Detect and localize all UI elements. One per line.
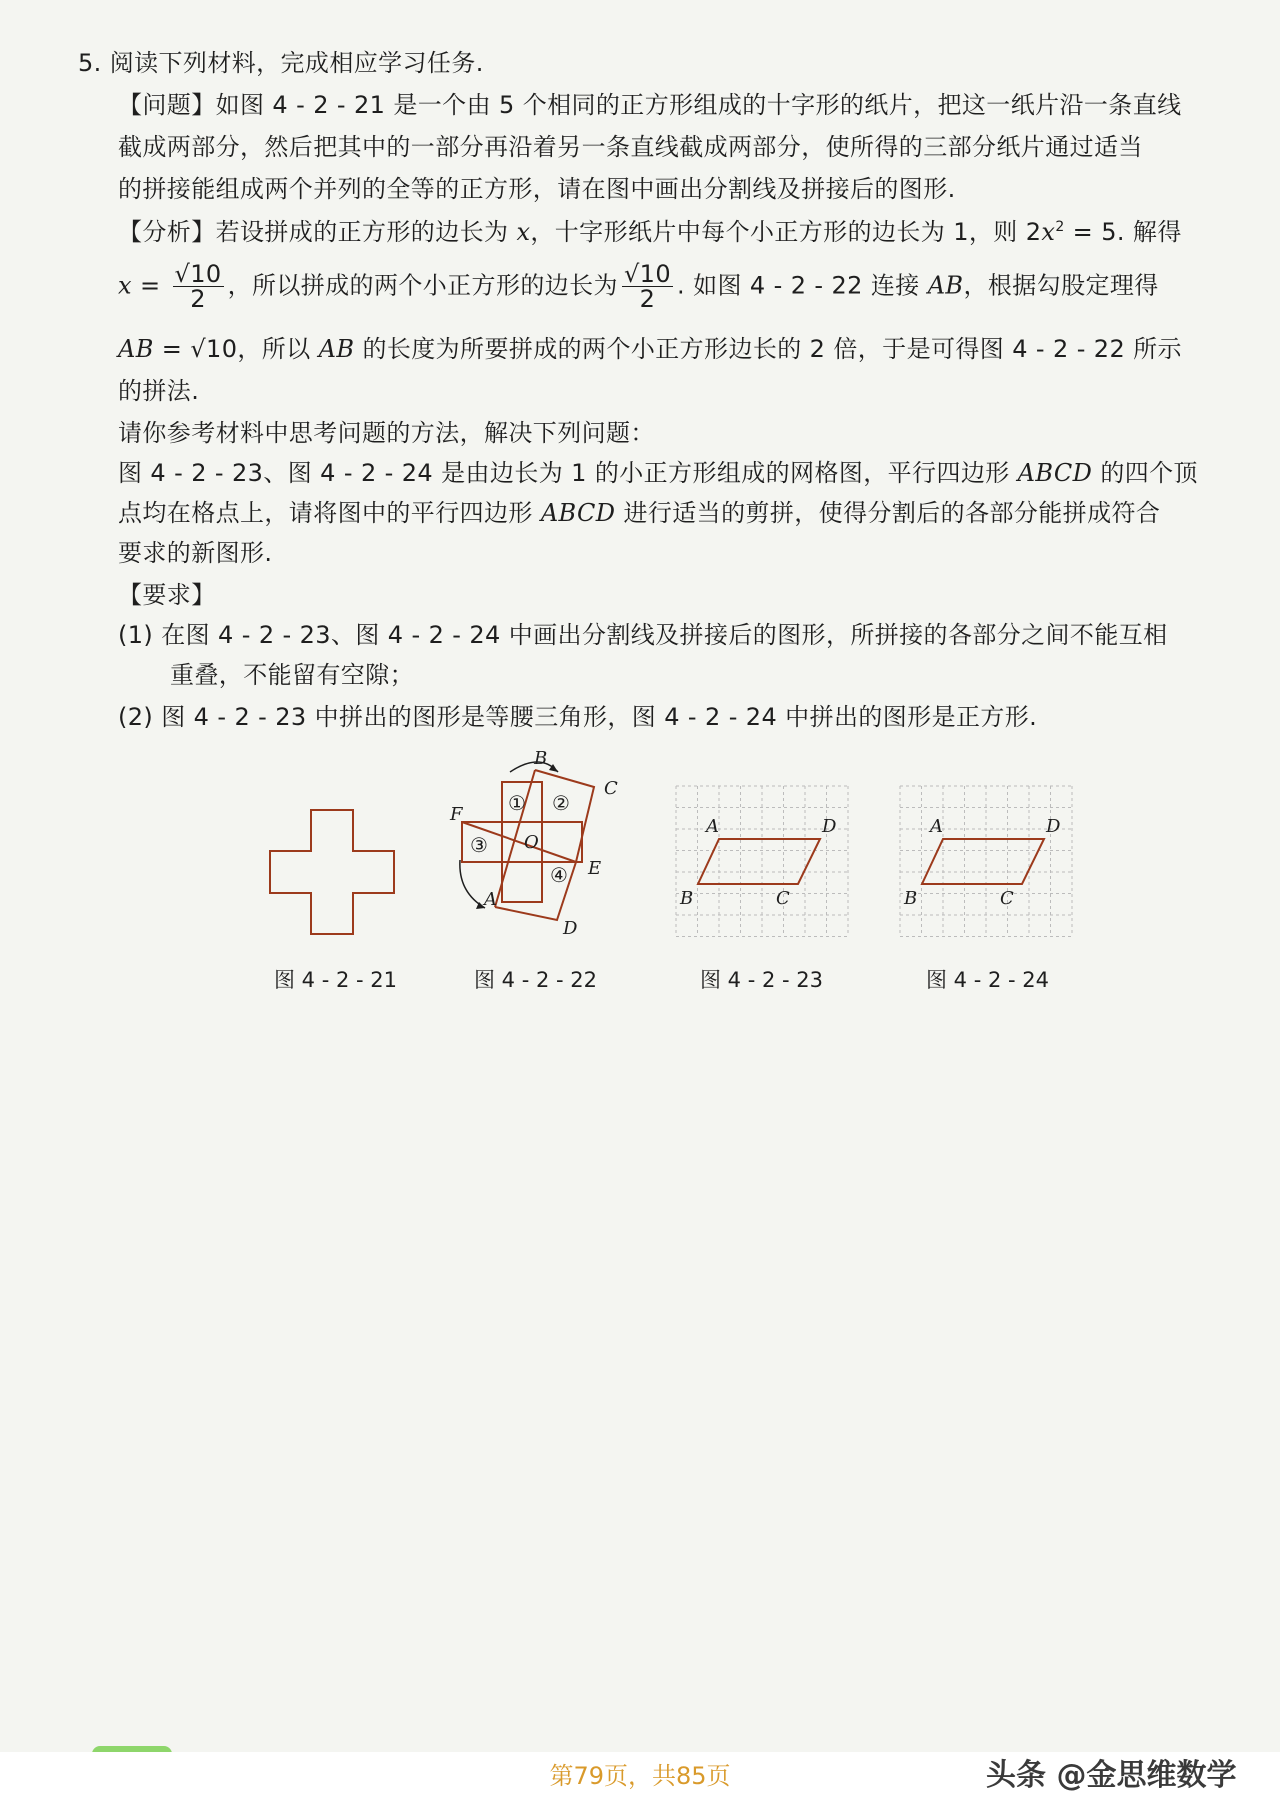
- analysis-text: ，所以: [237, 335, 319, 363]
- analysis-text: ，根据勾股定理得: [963, 271, 1159, 300]
- analysis-text: . 如图 4 - 2 - 22 连接: [677, 271, 928, 300]
- problem-line-4: 的拼接能组成两个并列的全等的正方形，请在图中画出分割线及拼接后的图形.: [118, 175, 956, 203]
- vertex-label-a: A: [930, 816, 943, 837]
- fraction-numerator: √10: [623, 260, 672, 288]
- caption-fig23: 图 4 - 2 - 23: [700, 968, 823, 992]
- vertex-label-d: D: [822, 816, 837, 837]
- caption-fig24: 图 4 - 2 - 24: [926, 968, 1049, 992]
- point-label-b: B: [534, 748, 548, 769]
- piece-number-3: ③: [470, 833, 488, 857]
- segment-ab: AB: [927, 271, 964, 300]
- analysis-text-a: 【分析】若设拼成的正方形的边长为: [118, 218, 517, 246]
- analysis-line-1: [118, 210, 1182, 249]
- analysis-line-4: 的拼法.: [118, 377, 200, 405]
- rotation-arrow-bottom: [460, 860, 485, 908]
- vertex-label-d: D: [1046, 816, 1061, 837]
- point-label-e: E: [588, 858, 602, 879]
- equals: =: [131, 271, 169, 300]
- var-x: x: [118, 271, 132, 300]
- point-label-f: F: [450, 804, 463, 825]
- piece-number-1: ①: [508, 791, 526, 815]
- figure-grid-24: [898, 784, 1074, 940]
- task-text: 进行适当的剪拼，使得分割后的各部分能拼成符合: [615, 499, 1161, 527]
- task-text: 点均在格点上，请将图中的平行四边形: [118, 499, 541, 527]
- page-number: 第79页，共85页: [549, 1762, 731, 1790]
- fraction-denominator: 2: [639, 285, 656, 313]
- analysis-text: 的长度为所要拼成的两个小正方形边长的 2 倍，于是可得图 4 - 2 - 22 所示: [354, 335, 1182, 363]
- parallelogram-abcd: [698, 839, 820, 884]
- figure-grid-23: [674, 784, 850, 940]
- requirements-heading: 【要求】: [118, 581, 216, 609]
- analysis-text-b: ，十字形纸片中每个小正方形的边长为 1，则 2: [530, 218, 1042, 246]
- var-x: x: [516, 218, 531, 246]
- task-text: 图 4 - 2 - 23、图 4 - 2 - 24 是由边长为 1 的小正方形组成的网格图，平行四边形: [118, 459, 1018, 487]
- sqrt-10: √10: [190, 335, 238, 363]
- problem-line-2: 【问题】如图 4 - 2 - 21 是一个由 5 个相同的正方形组成的十字形的纸片，把这一纸片沿一条直线: [118, 91, 1182, 119]
- equals: =: [153, 335, 191, 363]
- task-line-1: [118, 456, 1198, 490]
- caption-fig21: 图 4 - 2 - 21: [274, 968, 397, 992]
- parallelogram-name: ABCD: [540, 499, 616, 527]
- parallelogram-abcd: [922, 839, 1044, 884]
- fraction-numerator: √10: [174, 260, 222, 288]
- requirement-1: (1) 在图 4 - 2 - 23、图 4 - 2 - 24 中画出分割线及拼接后的图形，所拼接的各部分之间不能互相: [118, 621, 1168, 649]
- piece-number-4: ④: [550, 863, 568, 887]
- grid-lines: [676, 786, 848, 937]
- fraction-sqrt10-over-2: [173, 262, 224, 311]
- point-label-c: C: [604, 778, 618, 799]
- point-label-a: A: [484, 889, 497, 910]
- figure-dissection: [440, 742, 640, 942]
- analysis-line-3: [118, 332, 1182, 366]
- cross-outline: [270, 810, 394, 934]
- analysis-text: ，所以拼成的两个小正方形的边长为: [227, 271, 618, 300]
- analysis-line-2: [118, 262, 1159, 311]
- segment-ab: AB: [118, 335, 154, 363]
- vertex-label-b: B: [904, 888, 918, 909]
- watermark-brand: 头条 @金思维数学: [986, 1758, 1237, 1793]
- var-x: x: [1041, 218, 1056, 246]
- analysis-text-c: = 5. 解得: [1064, 218, 1182, 246]
- point-label-o: O: [524, 832, 539, 853]
- task-text: 的四个顶: [1092, 459, 1198, 487]
- vertex-label-c: C: [776, 888, 790, 909]
- vertex-label-c: C: [1000, 888, 1014, 909]
- point-label-d: D: [563, 918, 578, 939]
- grid-lines: [900, 786, 1072, 937]
- task-line-2: [118, 496, 1160, 530]
- exponent: 2: [1055, 219, 1065, 235]
- figure-cross: [268, 808, 396, 936]
- requirement-2: (2) 图 4 - 2 - 23 中拼出的图形是等腰三角形，图 4 - 2 - 24 中拼出的图形是正方形.: [118, 703, 1038, 731]
- fraction-sqrt10-over-2: [622, 262, 673, 311]
- caption-fig22: 图 4 - 2 - 22: [474, 968, 597, 992]
- parallelogram-name: ABCD: [1017, 459, 1093, 487]
- problem-line-3: 截成两部分，然后把其中的一部分再沿着另一条直线截成两部分，使所得的三部分纸片通过适当: [118, 133, 1143, 161]
- segment-ab: AB: [318, 335, 355, 363]
- task-line-3: 要求的新图形.: [118, 539, 273, 567]
- vertex-label-b: B: [680, 888, 694, 909]
- instruction-line: 请你参考材料中思考问题的方法，解决下列问题：: [118, 419, 655, 447]
- problem-line-1: 5. 阅读下列材料，完成相应学习任务.: [78, 49, 484, 77]
- requirement-1-cont: 重叠，不能留有空隙；: [170, 661, 414, 689]
- vertex-label-a: A: [706, 816, 719, 837]
- fraction-denominator: 2: [190, 285, 206, 313]
- piece-number-2: ②: [552, 791, 570, 815]
